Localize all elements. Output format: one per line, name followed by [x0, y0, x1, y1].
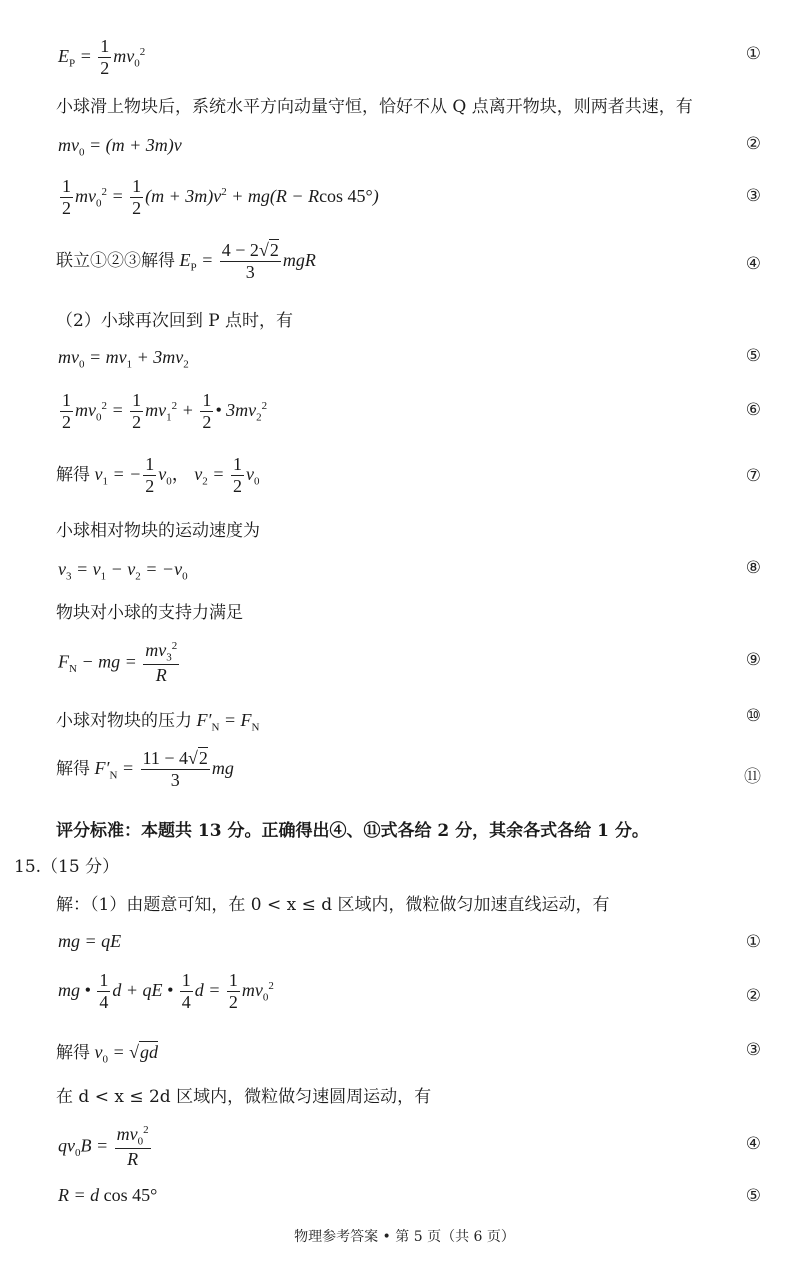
eq-circular: $qv_0B$ = $\frac{mv_0^2}{R}$	[58, 1124, 149, 1170]
eq-number-m3: ③	[745, 1040, 761, 1060]
eq-number-m5: ⑤	[745, 1186, 761, 1206]
text-line: 在 d < x ≤ 2d 区域内，微粒做匀速圆周运动，有	[56, 1087, 432, 1107]
eq-number-9: ⑨	[745, 650, 761, 670]
eq-number-10: ⑩	[745, 706, 761, 726]
text-line: 小球对物块的压力	[56, 711, 192, 731]
text-line: 联立①②③解得	[56, 250, 175, 271]
text-line: 解：（1）由题意可知，在 0 < x ≤ d 区域内，微粒做匀加速直线运动，有	[56, 895, 610, 915]
eq-number-5: ⑤	[745, 346, 761, 366]
eq-momentum: $mv_0 = (m + 3m)v$	[58, 135, 182, 159]
text-line: 小球滑上物块后，系统水平方向动量守恒，恰好不从 Q 点离开物块，则两者共速，有	[56, 97, 693, 117]
eq-solve-v: 解得 $v_1$ = − $\frac{1}{2}$ $v_0$， $v_2$ = $\frac{1}{2}$ $v_0$	[56, 454, 260, 496]
text-line: 小球相对物块的运动速度为	[56, 521, 260, 541]
eq-number-1: ①	[745, 44, 761, 64]
eq-number-4: ④	[745, 254, 761, 274]
eq-solve-ep: 联立①②③解得 $E_P$ = $\frac{4 - 2√2}{3}$ mgR	[56, 240, 316, 282]
scoring-criteria: 评分标准：本题共 13 分。正确得出④、⑪式各给 2 分，其余各式各给 1 分。	[56, 821, 649, 841]
eq-balance: mg = qE	[58, 931, 122, 951]
eq-number-2: ②	[745, 134, 761, 154]
question-heading: 15.（15 分）	[14, 857, 120, 877]
eq-number-6: ⑥	[745, 400, 761, 420]
eq-support-force: $F_N$ − mg = $\frac{mv_3^2}{R}$	[58, 640, 178, 686]
text-line: （2）小球再次回到 P 点时，有	[56, 311, 294, 331]
eq-solve-f: 解得 $F'_N$ = $\frac{11 - 4√2}{3}$ mg	[56, 748, 234, 790]
text-line: 解得	[56, 1043, 90, 1063]
eq-energy-2: $\frac{1}{2}$ $mv_0^2$ = $\frac{1}{2}$ $mv_1^2$ + $\frac{1}{2}$ • $3mv_2^2$	[62, 390, 268, 432]
eq-number-7: ⑦	[745, 466, 761, 486]
eq-number-m2: ②	[745, 986, 761, 1006]
eq-number-m1: ①	[745, 932, 761, 952]
eq-momentum-2: $mv_0 = mv_1 + 3mv_2$	[58, 347, 189, 371]
text-line: 物块对小球的支持力满足	[56, 603, 243, 623]
eq-number-11: ⑪	[744, 767, 761, 787]
eq-number-m4: ④	[745, 1134, 761, 1154]
eq-energy: $\frac{1}{2}$ $mv_0^2$ = $\frac{1}{2}$ $(m + 3m)v^2 + mg(R - Rcos$ 45°)	[62, 176, 379, 218]
eq-ep: $E_P$ = $\frac{1}{2}$ $mv_0^2$	[58, 36, 146, 78]
eq-number-3: ③	[745, 186, 761, 206]
text-line: 解得	[56, 758, 90, 779]
eq-relative-v: $v_3 = v_1 - v_2 = -v_0$	[58, 559, 188, 583]
eq-work-energy: mg • $\frac{1}{4}$ d + qE • $\frac{1}{4}$ d = $\frac{1}{2}$ $mv_0^2$	[58, 970, 274, 1012]
eq-solve-v0: 解得 $v_0 = √gd$	[56, 1042, 159, 1066]
eq-number-8: ⑧	[745, 558, 761, 578]
eq-radius: R = d cos 45°	[58, 1185, 158, 1205]
page-footer: 物理参考答案 • 第 5 页（共 6 页）	[294, 1229, 515, 1245]
text-line: 解得	[56, 464, 90, 485]
eq-pressure: 小球对物块的压力 $F'_N = F_N$	[56, 710, 260, 734]
